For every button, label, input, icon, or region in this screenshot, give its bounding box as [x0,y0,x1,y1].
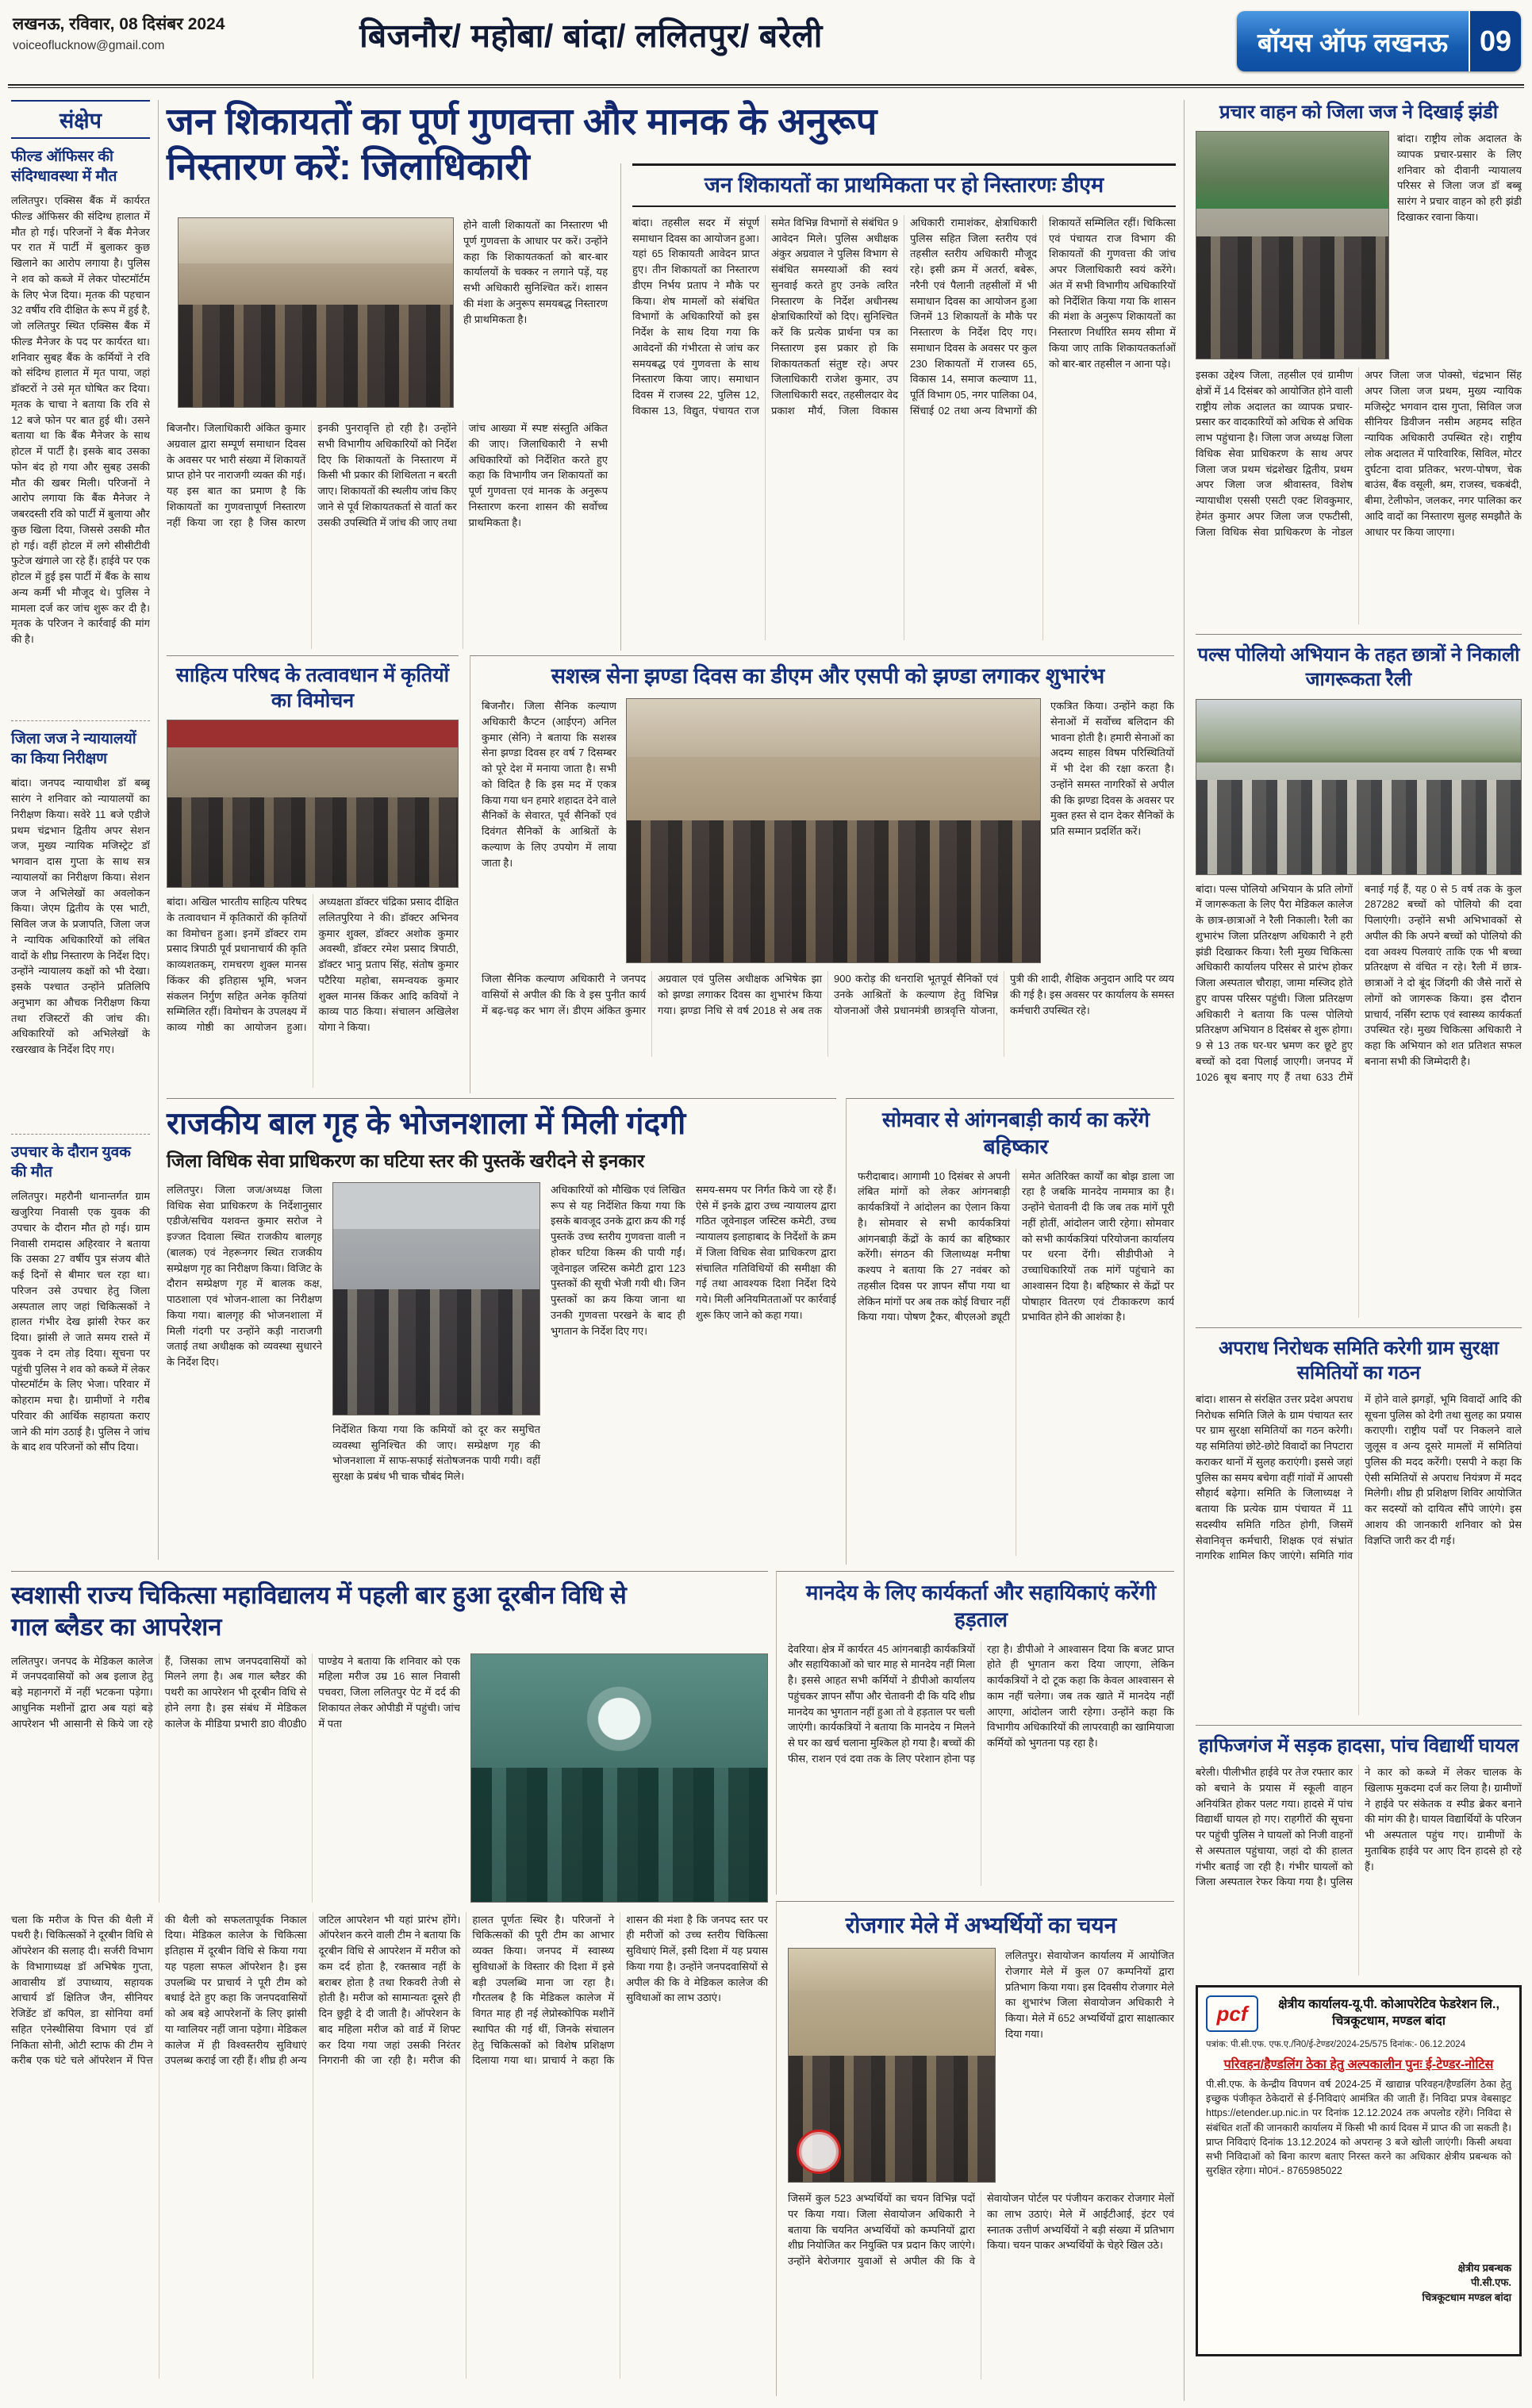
page-number: 09 [1469,11,1521,71]
tender-notice-ad [1196,1985,1522,2356]
bal-grih-body-c: अधिकारियों को मौखिक एवं लिखित रूप से यह निर्देशित किया गया कि इसके बावजूद उनके द्वारा क्रय की गई पुस्तकें उच्च स्तरीय गुणवत्ता वाली न होकर घटिया किस्म की पायी गईं। जूवेनाइल जस्टिस कमेटी द्वारा 123 पुस्तकों की सूची भेजी गयी थी। जिन पुस्तकों का क्रय किया जाना था उनकी गुणवत्ता परखने के बाद ही भुगतान के निर्देश दिए गए। [551,1183,685,1337]
bal-grih-article [167,1098,836,1565]
date-block [13,13,225,53]
hadsa-headline: हाफिजगंज में सड़क हादसा, पांच विद्यार्थी घायल [1198,1734,1519,1757]
brief-divider [11,720,150,721]
rojgar-photo-row [788,1948,1174,2183]
ad-signature-line1: क्षेत्रीय प्रबन्धक [1457,2262,1511,2275]
ad-signature-line2: पी.सी.एफ. [1471,2276,1511,2289]
polio-rally-body: बांदा। पल्स पोलियो अभियान के प्रति लोगों में जागरूकता के लिए पैरा मेडिकल कालेज के छात्र-छात्राओं ने रैली निकाली। रैली का शुभारंभ जिला प्रतिरक्षण अधिकारी ने हरी झंडी दिखाकर किया। रैली मुख्य चिकित्सा अधिकारी कार्यालय परिसर से प्रारंभ होकर जिला अस्पताल चौराहा, जामा मस्जिद होते हुए वापस परिसर पहुंची। जिला प्रतिरक्षण अधिकारी ने बताया कि पल्स पोलियो प्रतिरक्षण अभियान 8 दिसंबर से शुरू होगा। 9 से 13 तक घर-घर भ्रमण कर छूटे हुए बच्चों को दवा पिलाई जाएगी। जनपद में 1026 बूथ बनाए गए हैं तथा 633 टीमें बनाई गई हैं, यह 0 से 5 वर्ष तक के कुल 287282 बच्चों को पोलियो की दवा पिलाएंगी। उन्होंने सभी अभिभावकों से अपील की कि अपने बच्चों को पोलियो की दवा अवश्य पिलवाएं ताकि एक भी बच्चा प्रतिरक्षण से वंचित न रहे। रैली में छात्र-छात्राओं ने दो बूंद जिंदगी की जैसे नारों से लोगों को जागरूक किया। इस दौरान प्राचार्य, नर्सिंग स्टाफ एवं स्वास्थ्य कार्यकर्ता उपस्थित रहे। मुख्य चिकित्सा अधिकारी ने कहा कि अभियान को शत प्रतिशत सफल बनाना सभी की जिम्मेदारी है। [1196,882,1522,1083]
bal-grih-body-b: निर्देशित किया गया कि कमियों को दूर कर समुचित व्यवस्था सुनिश्चित की जाए। सम्प्रेक्षण गृह की भोजनशाला में साफ-सफाई संतोषजनक पायी गयी। वहीं सुरक्षा के प्रबंध भी चाक चौबंद मिले। [332,1423,540,1483]
operation-article [11,1571,768,2400]
jhanda-photo-row [482,698,1174,963]
bal-grih-body-d: समय-समय पर निर्गत किये जा रहे हैं। ऐसे में इनके द्वारा उच्च न्यायालय द्वारा गठित जूवेनाइल जस्टिस कमेटी, उच्च न्यायालय इलाहाबाद के निर्देशों के क्रम में जिला विधिक सेवा प्राधिकरण द्वारा संचालित गतिविधियों की समीक्षा की गई तथा आवश्यक दिशा निर्देश दिये गये। मिली अनियमितताओं पर कार्रवाई शुरू किए जाने को कहा गया। [696,1183,836,1321]
lead-body-side: होने वाली शिकायतों का निस्तारण भी पूर्ण गुणवत्ता के आधार पर करें। उन्होंने कहा कि शिकायतकर्ता को बार-बार कार्यालयों के चक्कर न लगाने पड़ें, यह सभी अधिकारी सुनिश्चित करें। शासन की मंशा के अनुरूप समयबद्ध निस्तारण ही प्राथमिकता है। [463,219,608,325]
apradh-nirodhak-body: बांदा। शासन से संरक्षित उत्तर प्रदेश अपराध निरोधक समिति जिले के ग्राम पंचायत स्तर पर ग्राम सुरक्षा समितियों का गठन करेगी। यह समितियां छोटे-छोटे विवादों का निपटारा कराकर थानों में सुलह कराएंगी। इससे जहां पुलिस का समय बचेगा वहीं गांवों में आपसी सौहार्द बढ़ेगा। समिति के जिलाध्यक्ष ने बताया कि प्रत्येक ग्राम पंचायत में 11 सदस्यीय समिति गठित होगी, जिसमें सेवानिवृत्त कर्मचारी, शिक्षक एवं संभ्रांत नागरिक शामिल किए जाएंगे। समिति गांव में होने वाले झगड़ों, भूमि विवादों आदि की सूचना पुलिस को देगी तथा सुलह का प्रयास कराएगी। राष्ट्रीय पर्वों पर निकलने वाले जुलूस व अन्य दूसरे मामलों में समितियां पुलिस की मदद करेंगी। एसपी ने कहा कि ऐसी समितियों से अपराध नियंत्रण में मदद मिलेगी। शीघ्र ही प्रशिक्षण शिविर आयोजित कर सदस्यों को दायित्व सौंपे जाएंगे। इस आशय की जानकारी शनिवार को प्रेस विज्ञप्ति जारी कर दी गई। [1196,1392,1522,1562]
mandeya-headline: मानदेय के लिए कार्यकर्ता और सहायिकाएं करेंगी हड़ताल [805,1580,1157,1631]
prachar-vahan-headline: प्रचार वाहन को जिला जज ने दिखाई झंडी [1219,102,1499,123]
operation-body-row [11,1653,768,1903]
operation-body-continued: चला कि मरीज के पित्त की थैली में पथरी है। चिकित्सकों ने दूरबीन विधि से ऑपरेशन की सलाह दी। सर्जरी विभाग के विभागाध्यक्ष डॉ अभिषेक गुप्ता, आवासीय डॉ उपाध्याय, सहायक आचार्य डॉ क्षितिज जैन, सीनियर रेजिडेंट डॉ कपिल, डा सोनिया वर्मा सहित एनेस्थीसिया विभाग एवं डॉ निकिता सोनी, ओटी स्टाफ की टीम ने करीब एक घंटे चले ऑपरेशन में पित्त की थैली को सफलतापूर्वक निकाल दिया। मेडिकल कालेज के चिकित्सा इतिहास में दूरबीन विधि से किया गया यह पहला सफल ऑपरेशन है। इस उपलब्धि पर प्राचार्य ने पूरी टीम को बधाई देते हुए कहा कि जनपदवासियों को अब बड़े आपरेशनों के लिए झांसी या ग्वालियर नहीं जाना पड़ेगा। मेडिकल कालेज में ही विश्वस्तरीय सुविधाएं उपलब्ध कराई जा रही हैं। शीघ्र ही अन्य जटिल आपरेशन भी यहां प्रारंभ होंगे। ऑपरेशन करने वाली टीम ने बताया कि दूरबीन विधि से आपरेशन में मरीज को कम दर्द होता है, रक्तस्राव नहीं के बराबर होता है तथा रिकवरी तेजी से होती है। मरीज को सामान्यतः दूसरे ही दिन छुट्टी दे दी जाती है। ऑपरेशन के बाद महिला मरीज को वार्ड में शिफ्ट कर दिया गया जहां उसकी निरंतर निगरानी की जा रही है। मरीज की हालत पूर्णतः स्थिर है। परिजनों ने चिकित्सकों की पूरी टीम का आभार व्यक्त किया। जनपद में स्वास्थ्य सुविधाओं के विस्तार की दिशा में इसे बड़ी उपलब्धि माना जा रहा है। गौरतलब है कि मेडिकल कालेज में विगत माह ही नई लेप्रोस्कोपिक मशीनें स्थापित की गई थीं, जिनके संचालन हेतु चिकित्सकों को विशेष प्रशिक्षण दिलाया गया था। प्राचार्य ने कहा कि शासन की मंशा है कि जनपद स्तर पर ही मरीजों को उच्च स्तरीय चिकित्सा सुविधाएं मिलें, इसी दिशा में यह प्रयास किया गया है। उन्होंने जनपदवासियों से अपील की कि वे मेडिकल कालेज की सुविधाओं का लाभ उठाएं। [11,1913,768,2067]
rojgar-body: जिसमें कुल 523 अभ्यर्थियों का चयन विभिन्न पदों पर किया गया। जिला सेवायोजन अधिकारी ने बताया कि चयनित अभ्यर्थियों को कम्पनियों द्वारा शीघ्र नियोजित कर नियुक्ति पत्र प्रदान किए जाएंगे। उन्होंने बेरोजगार युवाओं से अपील की कि वे सेवायोजन पोर्टल पर पंजीयन कराकर रोजगार मेलों का लाभ उठाएं। मेले में आईटीआई, इंटर एवं स्नातक उत्तीर्ण अभ्यर्थियों ने बड़ी संख्या में प्रतिभाग किया। चयन पाकर अभ्यर्थियों के चेहरे खिल उठे। [788,2192,1174,2267]
sahitya-article [167,655,459,1093]
rojgar-headline: रोजगार मेले में अभ्यर्थियों का चयन [845,1913,1117,1938]
jhanda-body-right: एकत्रित किया। उन्होंने कहा कि सेनाओं में सर्वोच्च बलिदान की भावना होती है। हमारी सेनाओं का अदम्य साहस विषम परिस्थितियों में भी देश की रक्षा करता है। उन्होंने समस्त नागरिकों से अपील की कि झण्डा दिवस के अवसर पर मुक्त हस्त से दान देकर सैनिकों के प्रति सम्मान प्रदर्शित करें। [1050,700,1174,838]
mandeya-article [776,1571,1174,1895]
rojgar-article [776,1901,1174,2396]
hadsa-article [1196,1725,1522,1976]
anganwadi-headline: सोमवार से आंगनबाड़ी कार्य का करेंगे बहिष्कार [882,1108,1150,1158]
samadhan-divas-meeting-photo [178,217,454,408]
polio-rally-headline: पल्स पोलियो अभियान के तहत छात्रों ने निकाली जागरूकता रैली [1197,644,1520,691]
dm-boxed-article [620,163,1176,651]
prachar-body: इसका उद्देश्य जिला, तहसील एवं ग्रामीण क्षेत्रों में 14 दिसंबर को आयोजित होने वाली राष्ट्रीय लोक अदालत का व्यापक प्रचार-प्रसार कर वादकारियों को अधिक से अधिक लाभ पहुंचाना है। जिला जज अध्यक्ष जिला विधिक सेवा प्राधिकरण के साथ अपर जिला जज प्रथम चंद्रशेखर द्वितीय, प्रथम अपर जिला जज श्रीवास्तव, विशेष न्यायाधीश एससी एसटी एक्ट शिवकुमार, हेमंत कुमार अपर जिला जज एफटीसी, जिला विधिक सेवा प्राधिकरण के नोडल अपर जिला जज पोक्सो, चंद्रभान सिंह अपर जिला जज प्रथम, मुख्य न्यायिक मजिस्ट्रेट भगवान दास गुप्ता, सिविल जज सीनियर डिवीजन नसीम अहमद सहित न्यायिक अधिकारी उपस्थित रहे। राष्ट्रीय लोक अदालत में पारिवारिक, सिविल, मोटर दुर्घटना दावा प्रतिकर, भरण-पोषण, चेक बाउंस, बैंक वसूली, श्रम, राजस्व, चकबंदी, बीमा, टेलीफोन, जलकर, नगर पालिका कर आदि वादों का निस्तारण सुलह समझौते के आधार पर किया जाएगा। [1196,369,1522,538]
anganwadi-article [846,1098,1174,1565]
sahitya-body: बांदा। अखिल भारतीय साहित्य परिषद के तत्वावधान में कृतिकारों की कृतियों का विमोचन हुआ। इनमें डॉक्टर राम प्रसाद त्रिपाठी पूर्व प्रधानाचार्य की कृति काव्यशतकम्, रामचरण शुक्ल मानस किंकर की इतिहास भूमि, भजन संकलन निर्गुण सहित अनेक कृतियां सम्मिलित रहीं। विमोचन के उपलक्ष्य में काव्य गोष्ठी का आयोजन हुआ। अध्यक्षता डॉक्टर चंद्रिका प्रसाद दीक्षित ललितपुरिया ने की। डॉक्टर अभिनव कुमार शुक्ल, डॉक्टर अशोक कुमार अवस्थी, डॉक्टर रमेश प्रसाद त्रिपाठी, डॉक्टर भानु प्रताप सिंह, संतोष कुमार पटैरिया महोबा, समन्वयक कुमार शुक्ल मानस किंकर आदि कवियों ने काव्य पाठ किया। संचालन अखिलेश योगा ने किया। [167,896,459,1033]
dm-article-body: बांदा। तहसील सदर में संपूर्ण समाधान दिवस का आयोजन हुआ। यहां 65 शिकायती आवेदन प्राप्त हुए। तीन शिकायतों का निस्तारण डीएम निर्भय प्रताप ने मौके पर किया। शेष मामलों को संबंधित विभागों के अधिकारियों को इस निर्देश के साथ दिया गया कि आवेदनों की गंभीरता से जांच कर समयबद्ध एवं गुणवत्ता के साथ निस्तारण किया जाए। समाधान दिवस में राजस्व 22, पुलिस 12, विकास 13, विद्युत, पंचायत राज समेत विभिन्न विभागों से संबंधित 9 आवेदन मिले। पुलिस अधीक्षक अंकुर अग्रवाल ने पुलिस विभाग से संबंधित समस्याओं की स्वयं सुनवाई करते हुए उनके त्वरित निस्तारण के निर्देश अधीनस्थ क्षेत्राधिकारियों को दिए। सुनिश्चित करें कि प्रत्येक प्रार्थना पत्र का निस्तारण इस प्रकार हो कि शिकायतकर्ता संतुष्ट रहे। अपर जिलाधिकारी राजेश कुमार, उप जिलाधिकारी सदर, तहसीलदार वेद प्रकाश मौर्य, जिला विकास अधिकारी रामाशंकर, क्षेत्राधिकारी पुलिस सहित जिला स्तरीय एवं तहसील स्तरीय अधिकारी मौजूद रहे। इसी क्रम में अतर्रा, बबेरू, नरैनी एवं पैलानी तहसीलों में भी समाधान दिवस का आयोजन हुआ जिनमें 13 शिकायतों के मौके पर निस्तारण के निर्देश दिए गए। समाधान दिवस के अवसर पर कुल 230 शिकायतों में राजस्व 65, विकास 14, समाज कल्याण 11, पूर्ति विभाग 05, नगर पालिका 04, सिंचाई 02 तथा अन्य विभागों की शिकायतें सम्मिलित रहीं। चिकित्सा एवं पंचायत राज विभाग की शिकायतों की गुणवत्ता की जांच अपर जिलाधिकारी स्वयं करेंगे। अंत में सभी विभागीय अधिकारियों को निर्देशित किया गया कि शासन की मंशा के अनुरूप शिकायतों का निस्तारण निर्धारित समय सीमा में किया जाए ताकि शिकायतकर्ताओं को बार-बार तहसील न आना पड़े। [632,216,1176,417]
polio-rally-photo [1196,699,1522,875]
prachar-photo-row [1196,131,1522,359]
ad-org-line2: चित्रकूटधाम, मण्डल बांदा [1332,2014,1446,2029]
header-rule [8,84,1524,88]
ad-org-line1: क्षेत्रीय कार्यालय-यू.पी. कोआपरेटिव फेडरेशन लि., [1278,1998,1499,2012]
apradh-nirodhak-headline: अपराध निरोधक समिति करेगी ग्राम सुरक्षा समितियों का गठन [1218,1337,1499,1384]
ad-signature-line3: चित्रकूटधाम मण्डल बांदा [1422,2291,1511,2303]
brief-column-title: संक्षेप [11,100,150,139]
book-release-stage-photo [167,720,459,888]
brief-column [11,100,159,1560]
jhanda-headline: सशस्त्र सेना झण्डा दिवस का डीएम और एसपी को झण्डा लगाकर शुभारंभ [551,664,1105,688]
sahitya-headline: साहित्य परिषद के तत्वावधान में कृतियों का विमोचन [175,664,450,712]
pcf-logo: pcf [1206,1995,1258,2032]
right-column [1184,100,1522,2401]
mandeya-body: देवरिया। क्षेत्र में कार्यरत 45 आंगनबाड़ी कार्यकत्रियों और सहायिकाओं को चार माह से मानदेय नहीं मिला है। इससे आहत सभी कर्मियों ने डीपीओ कार्यालय पहुंचकर ज्ञापन सौंपा और चेतावनी दी कि यदि शीघ्र मानदेय का भुगतान नहीं हुआ तो वे हड़ताल पर चली जाएंगी। कार्यकत्रियों ने बताया कि मानदेय न मिलने से घर का खर्च चलाना मुश्किल हो गया है। बच्चों की फीस, राशन एवं दवा तक के लिए परेशान होना पड़ रहा है। डीपीओ ने आश्वासन दिया कि बजट प्राप्त होते ही भुगतान करा दिया जाएगा, लेकिन कार्यकत्रियों ने दो टूक कहा कि केवल आश्वासन से काम नहीं चलेगा। जब तक खाते में मानदेय नहीं आएगा, आंदोलन जारी रहेगा। उन्होंने कहा कि विभागीय अधिकारियों की लापरवाही का खामियाजा कर्मियों को भुगतना पड़ रहा है। [788,1642,1174,1765]
polio-rally-article [1196,634,1522,1317]
ad-header [1206,1995,1511,2032]
ad-signature [1206,2261,1511,2305]
prachar-vahan-article [1196,100,1522,624]
contact-email: voiceoflucknow@gmail.com [13,39,165,52]
prachar-vahan-flagoff-photo [1196,131,1389,359]
jhanda-body-bottom: जिला सैनिक कल्याण अधिकारी ने जनपद वासियों से अपील की कि वे इस पुनीत कार्य में बढ़-चढ़ कर भाग लें। डीएम अंकित कुमार अग्रवाल एवं पुलिस अधीक्षक अभिषेक झा को झण्डा लगाकर दिवस का शुभारंभ किया गया। झण्डा निधि से वर्ष 2018 से अब तक 900 करोड़ की धनराशि भूतपूर्व सैनिकों एवं उनके आश्रितों के कल्याण हेतु विभिन्न योजनाओं जैसे प्रधानमंत्री छात्रवृत्ति योजना, पुत्री की शादी, शैक्षिक अनुदान आदि पर व्यय की गई है। इस अवसर पर कार्यालय के समस्त कर्मचारी उपस्थित रहे। [482,973,1174,1016]
bal-grih-middle [332,1182,540,1549]
operation-headline: स्वशासी राज्य चिकित्सा महाविद्यालय में पहली बार हुआ दूरबीन विधि से गाल ब्लैडर का आपरेशन [11,1581,627,1642]
flag-day-ceremony-photo [626,698,1041,963]
operation-theatre-photo [470,1653,768,1903]
red-stamp-icon [797,2130,841,2174]
jhanda-body-left: बिजनौर। जिला सैनिक कल्याण अधिकारी कैप्टन (आईएन) अनिल कुमार (सेनि) ने बताया कि सशस्त्र सेना झण्डा दिवस हर वर्ष 7 दिसम्बर को पूरे देश में मनाया जाता है। सभी को विदित है कि इस मद में एकत्र किया गया धन हमारे शहादत देने वाले सैनिकों के सेवारत, पूर्व सैनिकों एवं दिवंगत सैनिकों के आश्रितों के कल्याण के लिए उपयोग में लाया जाता है। [482,700,616,869]
brief-divider [11,1134,150,1135]
brief-body-youth-death: ललितपुर। महरौनी थानान्तर्गत ग्राम खजुरिया निवासी एक युवक की उपचार के दौरान मौत हो गई। ग्राम निवासी रामदास अहिरवार ने बताया कि उसका 27 वर्षीय पुत्र संजय बीते कई दिनों से बीमार चल रहा था। परिजन उसे उपचार हेतु जिला अस्पताल लाए जहां चिकित्सकों ने हालत गंभीर देख झांसी रेफर कर दिया। झांसी ले जाते समय रास्ते में युवक ने दम तोड़ दिया। सूचना पर पहुंची पुलिस ने शव को कब्जे में लेकर पोस्टमॉर्टम के लिए भेजा। परिवार में कोहराम मचा है। ग्रामीणों ने गरीब परिवार की आर्थिक सहायता कराए जाने की मांग उठाई है। पुलिस ने जांच के बाद शव परिजनों को सौंप दिया। [11,1190,150,1454]
ad-tender-title: परिवहन/हैण्डलिंग ठेका हेतु अल्पकालीन पुनः ई-टेण्डर-नोटिस [1223,2058,1494,2072]
anganwadi-body: फरीदाबाद। आगामी 10 दिसंबर से अपनी लंबित मांगों को लेकर आंगनबाड़ी कार्यकत्रियों ने आंदोलन का ऐलान किया है। सोमवार से सभी कार्यकत्रियां आंगनबाड़ी केंद्रों के कार्य का बहिष्कार करेंगी। संगठन की जिलाध्यक्ष मनीषा कश्यप ने बताया कि 27 नवंबर को तहसील दिवस पर ज्ञापन सौंपा गया था लेकिन मांगों पर अब तक कोई विचार नहीं किया गया। पोषण ट्रैकर, बीएलओ ड्यूटी समेत अतिरिक्त कार्यों का बोझ डाला जा रहा है जबकि मानदेय नाममात्र का है। उन्होंने चेतावनी दी कि जब तक मांगें पूरी नहीं होतीं, आंदोलन जारी रहेगा। सोमवार को सभी कार्यकत्रियां परियोजना कार्यालय पर धरना देंगी। सीडीपीओ ने उच्चाधिकारियों तक मांगें पहुंचाने का आश्वासन दिया है। बहिष्कार से केंद्रों पर पोषाहार वितरण एवं टीकाकरण कार्य प्रभावित होने की आशंका है। [858,1169,1174,1323]
brief-headline-field-officer: फील्ड ऑफिसर की संदिग्धावस्था में मौत [11,148,117,186]
lead-headline: जन शिकायतों का पूर्ण गुणवत्ता और मानक के अनुरूप निस्तारण करें: जिलाधिकारी [167,100,877,188]
hadsa-body: बरेली। पीलीभीत हाईवे पर तेज रफ्तार कार को बचाने के प्रयास में स्कूली वाहन अनियंत्रित होकर पलट गया। हादसे में पांच विद्यार्थी घायल हो गए। राहगीरों की सूचना पर पहुंची पुलिस ने घायलों को निजी वाहनों से अस्पताल पहुंचाया, जहां दो की हालत गंभीर बताई जा रही है। गंभीर घायलों को जिला अस्पताल रेफर किया गया है। पुलिस ने कार को कब्जे में लेकर चालक के खिलाफ मुकदमा दर्ज कर लिया है। ग्रामीणों ने हाईवे पर संकेतक व स्पीड ब्रेकर बनाने की मांग की है। घायल विद्यार्थियों के परिजन भी अस्पताल पहुंच गए। ग्रामीणों के मुताबिक हाईवे पर आए दिन हादसे हो रहे हैं। [1196,1766,1522,1888]
bal-grih-subhead: जिला विधिक सेवा प्राधिकरण का घटिया स्तर की पुस्तकें खरीदने से इनकार [167,1150,645,1171]
apradh-nirodhak-article [1196,1327,1522,1715]
rojgar-body-side: ललितपुर। सेवायोजन कार्यालय में आयोजित रोजगार मेले में कुल 07 कम्पनियों द्वारा प्रतिभाग किया गया। इस दिवसीय रोजगार मेले का शुभारंभ जिला सेवायोजन अधिकारी ने किया। मेले में 652 अभ्यर्थियों द्वारा साक्षात्कार दिया गया। [1005,1949,1174,2040]
prachar-body-side: बांदा। राष्ट्रीय लोक अदालत के व्यापक प्रचार-प्रसार के लिए शनिवार को दीवानी न्यायालय परिसर से जिला जज डॉ बब्बू सारंग ने प्रचार वाहन को हरी झंडी दिखाकर रवाना किया। [1397,132,1522,223]
dm-article-headline: जन शिकायतों का प्राथमिकता पर हो निस्तारणः डीएम [632,163,1176,207]
brief-headline-judge-inspection: जिला जज ने न्यायालयों का किया निरीक्षण [11,731,136,768]
dateline: लखनऊ, रविवार, 08 दिसंबर 2024 [13,15,225,33]
ad-tender-body: पी.सी.एफ. के केन्द्रीय विपणन वर्ष 2024-25 में खाद्यान्न परिवहन/हैण्डलिंग ठेका हेतु इच्छुक पंजीकृत ठेकेदारों से ई-निविदाएं आमंत्रित की जाती हैं। निविदा प्रपत्र वेबसाइट https://etender.up.nic.in पर दिनांक 12.12.2024 तक अपलोड रहेंगे। निविदा से संबंधित शर्तों की जानकारी कार्यालय में किसी भी कार्य दिवस में प्राप्त की जा सकती है। प्राप्त निविदाएं दिनांक 13.12.2024 को अपरान्ह 3 बजे खोली जाएंगी। किसी अथवा सभी निविदाओं को बिना कारण बताए निरस्त करने का अधिकार क्षेत्रीय प्रबन्धक को सुरक्षित रहेगा। मो0नं.- 8765985022 [1206,2079,1511,2176]
brief-body-field-officer: ललितपुर। एक्सिस बैंक में कार्यरत फील्ड ऑफिसर की संदिग्ध हालात में मौत हो गई। परिजनों ने बैंक मैनेजर पर रात में पार्टी में बुलाकर कुछ खिलाने का आरोप लगाया है। पुलिस ने शव को कब्जे में लेकर पोस्टमॉर्टम के लिए भेज दिया। मृतक की पहचान 32 वर्षीय रवि दीक्षित के रूप में हुई है, जो ललितपुर स्थित एक्सिस बैंक में फील्ड मैनेजर के पद पर कार्यरत था। शनिवार सुबह बैंक के कर्मियों ने रवि को संदिग्ध हालात में मृत पाया, जहां डॉक्टरों ने उसे मृत घोषित कर दिया। मृतक के चाचा ने बताया कि रवि से 12 बजे फोन पर बात हुई थी। उसने बताया था कि बैंक मैनेजर के साथ होटल में पार्टी है। इसके बाद उसका फोन बंद हो गया और सुबह उसकी मौत की खबर मिली। परिजनों ने आरोप लगाया कि बैंक मैनेजर ने जबरदस्ती रवि को पार्टी में बुलाया और कुछ खिला दिया, जिससे उसकी मौत हो गई। वहीं होटल में लगे सीसीटीवी फुटेज खंगाले जा रहे हैं। हाईवे पर एक होटल में हुई इस पार्टी में बैंक के साथ अन्य कर्मी भी मौजूद थे। पुलिस ने मामला दर्ज कर जांच शुरू कर दी है। मृतक के परिजन ने कार्रवाई की मांग की है। [11,194,150,646]
masthead-title: बॉयस ऑफ लखनऊ [1237,11,1469,71]
lead-body: बिजनौर। जिलाधिकारी अंकित कुमार अग्रवाल द्वारा सम्पूर्ण समाधान दिवस के अवसर पर भारी संख्या में शिकायतें प्राप्त होने पर नाराजगी व्यक्त की गई। यह इस बात का प्रमाण है कि शिकायतों का गुणवत्तापूर्ण निस्तारण नहीं किया जा रहा है जिस कारण इनकी पुनरावृत्ति हो रही है। उन्होंने सभी विभागीय अधिकारियों को निर्देश दिए कि शिकायतों के निस्तारण में किसी भी प्रकार की शिथिलता न बरती जाए। शिकायतों की स्थलीय जांच किए जाने से पूर्व शिकायतकर्ता से वार्ता कर उसकी उपस्थिति में जांच की जाए तथा जांच आख्या में स्पष्ट संस्तुति अंकित की जाए। जिलाधिकारी ने सभी अधिकारियों को निर्देशित करते हुए कहा कि विभागीय जन शिकायतों का पूर्ण गुणवत्ता एवं मानक के अनुरूप निस्तारण करना शासन की सर्वोच्च प्राथमिकता है। [167,422,608,528]
bal-grih-headline: राजकीय बाल गृह के भोजनशाला में मिली गंदगी [167,1107,686,1141]
ad-reference-line: पत्रांक: पी.सी.एफ. एफ.ए./नि0/ई-टेण्डर/2024-25/575 दिनांक:- 06.12.2024 [1206,2040,1466,2050]
bal-grih-body-row [167,1182,836,1549]
jhanda-divas-article [470,655,1174,1093]
rojgar-mela-group-photo [788,1948,996,2183]
bal-grih-inspection-photo [332,1182,540,1415]
masthead [1237,11,1521,71]
bal-grih-body-a: ललितपुर। जिला जज/अध्यक्ष जिला विधिक सेवा प्राधिकरण के निर्देशानुसार एडीजे/सचिव यशवन्त कुमार सरोज ने इज्जत दिवाला स्थित राजकीय बालगृह (बालक) एवं नेहरूनगर स्थित राजकीय सम्प्रेक्षण गृह का निरीक्षण किया। विजिट के दौरान सम्प्रेक्षण गृह में बालक कक्ष, पाठशाला एवं भोजन-शाला का निरीक्षण किया गया। बालगृह की भोजनशाला में मिली गंदगी पर उन्होंने कड़ी नाराजगी जताई तथा अधीक्षक को व्यवस्था सुधारने के निर्देश दिए। [167,1183,322,1369]
operation-body: ललितपुर। जनपद के मेडिकल कालेज में जनपदवासियों को अब इलाज हेतु बड़े महानगरों में नहीं भटकना पड़ेगा। आधुनिक मशीनों द्वारा अब यहां बड़े आपरेशन भी आसानी से किये जा रहे हैं, जिसका लाभ जनपदवासियों को मिलने लगा है। अब गाल ब्लैडर की पथरी का आपरेशन भी दूरबीन विधि से होने लगा है। इस संबंध में मेडिकल कालेज के मीडिया प्रभारी डा0 वी0डी0 पाण्डेय ने बताया कि शनिवार को एक महिला मरीज उम्र 16 साल निवासी पचवरा, जिला ललितपुर पेट में दर्द की शिकायत लेकर ओपीडी में पहुंची। जांच में पता [11,1654,460,1730]
brief-body-judge-inspection: बांदा। जनपद न्यायाधीश डॉ बब्बू सारंग ने शनिवार को न्यायालयों का निरीक्षण किया। सवेरे 11 बजे एडीजे प्रथम चंद्रभान द्वितीय अपर सेशन जज, मुख्य न्यायिक मजिस्ट्रेट डॉ भगवान दास गुप्ता के साथ सत्र न्यायालयों का निरीक्षण किया। सेशन जज ने अभिलेखों का अवलोकन किया। जेएम द्वितीय के एस भाटी, सिविल जज के प्रजापति, जिला जज ने न्यायिक अधिकारियों को लंबित वादों के शीघ्र निस्तारण के निर्देश दिए। उन्होंने न्यायालय कक्षों को भी देखा। इसके पश्चात उन्होंने प्रतिलिपि अनुभाग का औचक निरीक्षण किया तथा रजिस्टरों की जांच की। अधिकारियों को अभिलेखों के रखरखाव के निर्देश दिए गए। [11,777,150,1056]
brief-headline-youth-death: उपचार के दौरान युवक की मौत [11,1144,131,1181]
ad-organisation [1266,1997,1511,2030]
edition-districts: बिजनौर/ महोबा/ बांदा/ ललितपुर/ बरेली [359,17,823,54]
